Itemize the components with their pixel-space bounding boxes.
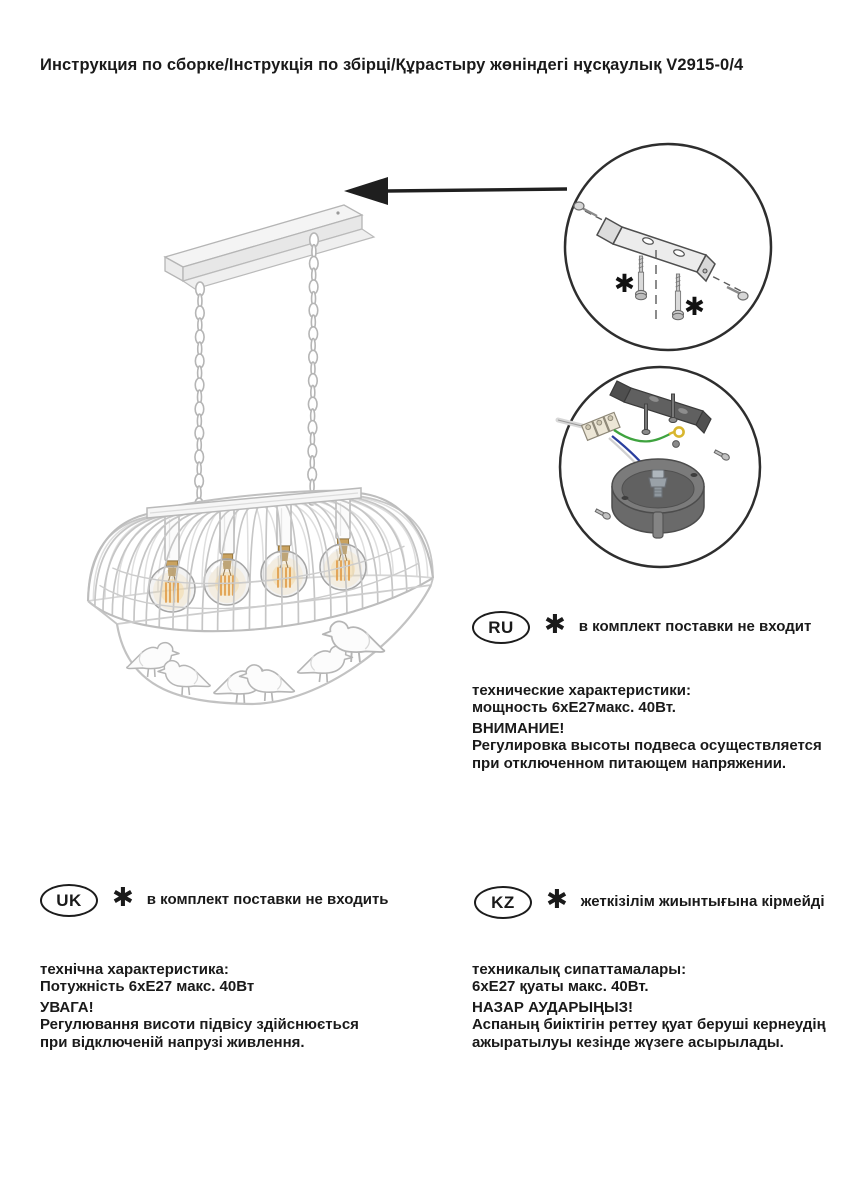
spec-line: Регулювання висоти підвісу здійснюється (40, 1016, 359, 1034)
warning-title: УВАГА! (40, 998, 94, 1016)
spec-line: при отключенном питающем напряжении. (472, 754, 787, 772)
ru-language-badge: RU (472, 611, 530, 644)
ru-note-row (472, 611, 811, 644)
mounting-bracket-detail (565, 144, 771, 350)
warning-title: ВНИМАНИЕ! (472, 719, 565, 737)
uk-language-badge: UK (40, 884, 98, 917)
spec-line: 6хЕ27 қуаты макс. 40Вт. (472, 978, 649, 996)
bird-perch-ring (88, 578, 433, 704)
canopy-wiring-detail (558, 367, 760, 567)
spec-line: Регулировка высоты подвеса осуществляется (472, 737, 822, 755)
spec-line: мощность 6хЕ27макс. 40Вт. (472, 699, 676, 717)
kz-not-included-note: жеткізілім жиынтығына кірмейді (580, 893, 825, 910)
spec-line: при відключеній напрузі живлення. (40, 1033, 305, 1051)
kz-language-badge: KZ (474, 886, 532, 919)
spec-line: Потужність 6хЕ27 макс. 40Вт (40, 978, 255, 996)
asterisk-mark: ✱ (544, 610, 566, 640)
suspension-chain-right (308, 233, 319, 505)
page-title: Инструкция по сборке/Інструкція по збірці/Құрастыру жөніндегі нұсқаулық V2915-0/4 (40, 56, 744, 74)
ru-specs (472, 682, 822, 772)
ru-not-included-note: в комплект поставки не входит (578, 618, 812, 635)
warning-title: НАЗАР АУДАРЫҢЫЗ! (472, 998, 634, 1016)
small-nut (673, 441, 680, 448)
wire-cage-shade (88, 488, 433, 631)
spec-line: технические характеристики: (472, 682, 691, 699)
kz-specs (472, 961, 826, 1051)
arrowhead (344, 177, 388, 205)
kz-note-row (474, 886, 824, 919)
suspension-chain-left (195, 282, 205, 512)
not-included-asterisk: ✱ (614, 269, 635, 298)
uk-specs (40, 961, 359, 1051)
uk-note-row (40, 884, 389, 917)
asterisk-mark: ✱ (546, 885, 568, 915)
arrow-to-canopy (344, 177, 567, 205)
spec-line: техникалық сипаттамалары: (472, 961, 687, 978)
bulb-socket-assembly (261, 503, 307, 597)
spec-line: технічна характеристика: (40, 961, 229, 978)
asterisk-mark: ✱ (112, 883, 134, 913)
uk-not-included-note: в комплект поставки не входить (146, 891, 389, 908)
spec-line: ажыратылуы кезінде жүзеге асырылады. (472, 1033, 784, 1051)
not-included-asterisk: ✱ (684, 292, 705, 321)
ceiling-canopy-bar (165, 205, 374, 289)
canopy-screw-hole (336, 211, 339, 214)
spec-line: Аспаның биіктігін реттеу қуат беруші кернеудің (472, 1016, 826, 1034)
